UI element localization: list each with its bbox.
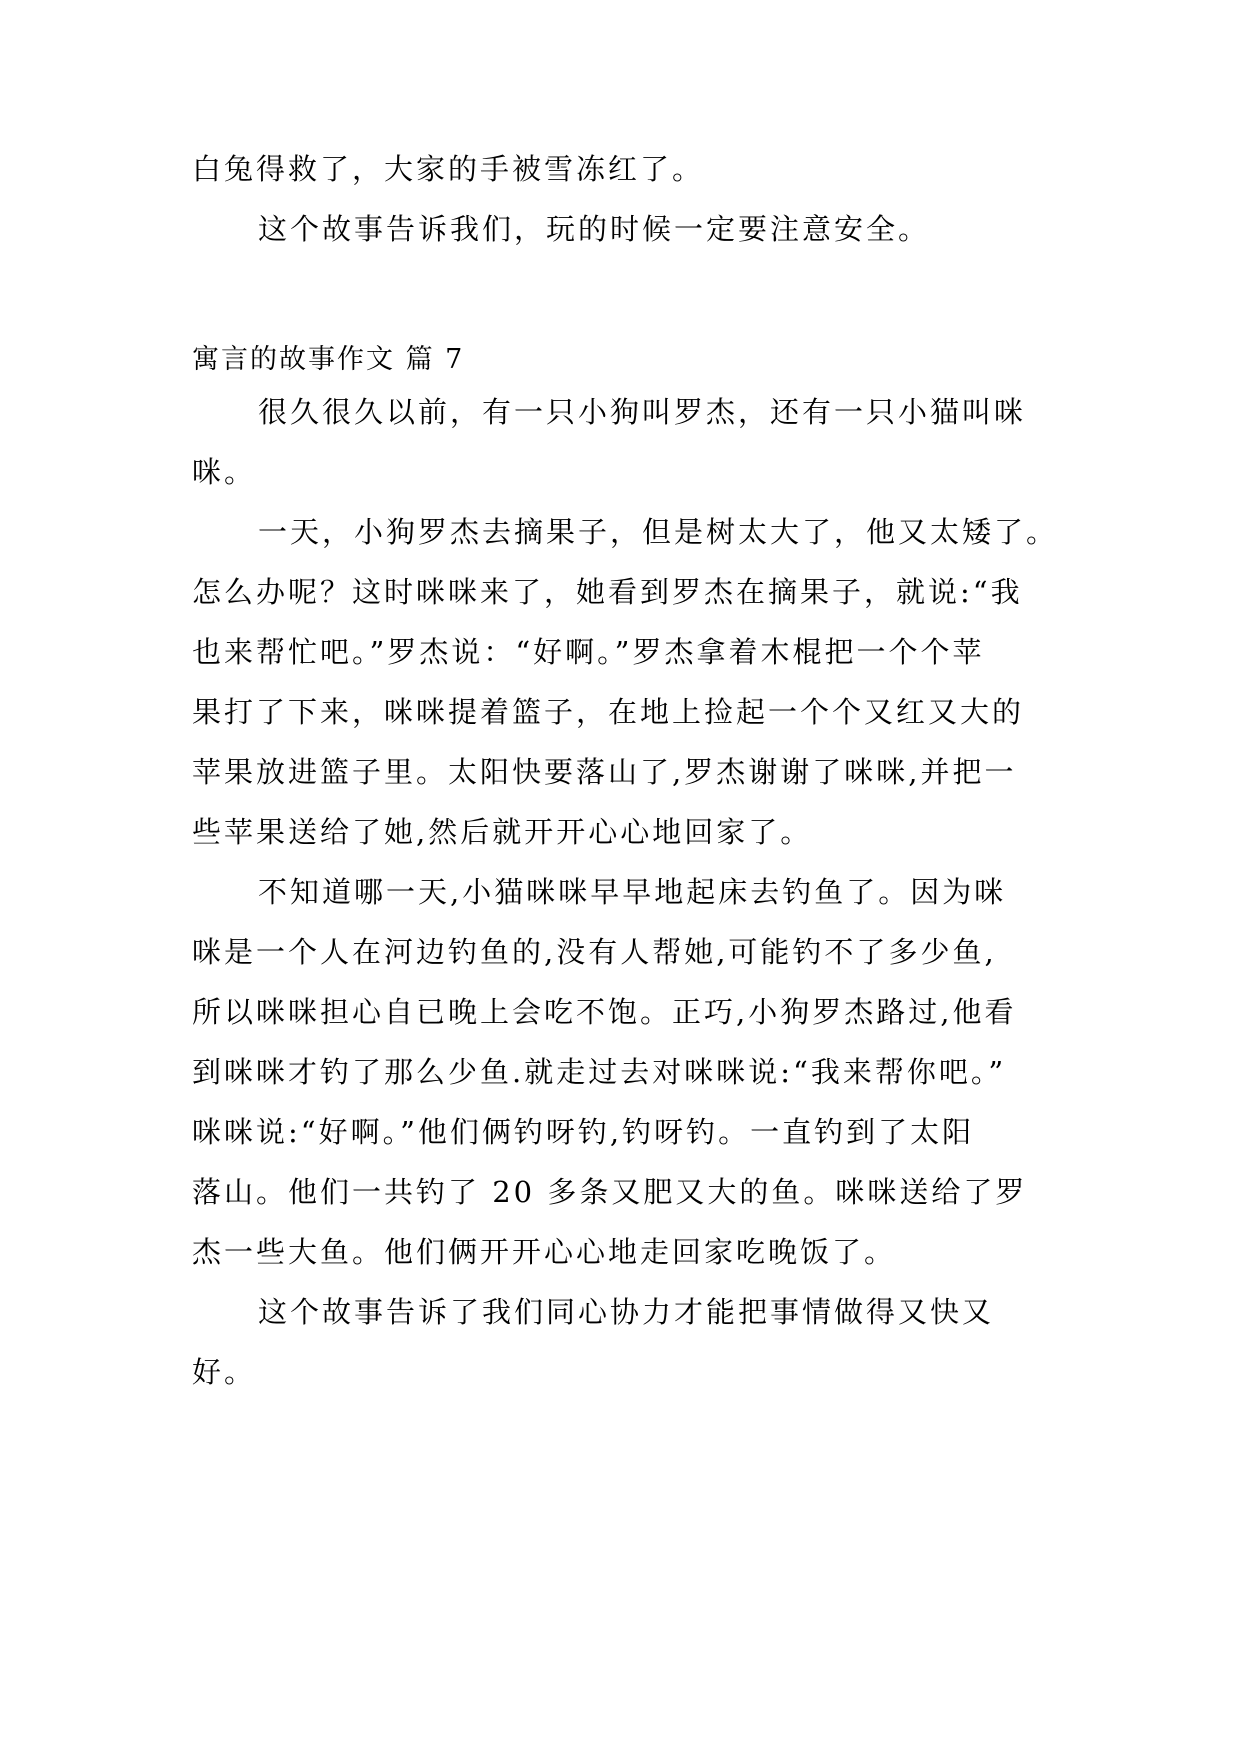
- paragraph-line: 怎么办呢？这时咪咪来了，她看到罗杰在摘果子，就说:“我: [192, 575, 1023, 609]
- paragraph-line: 很久很久以前，有一只小狗叫罗杰，还有一只小猫叫咪: [258, 395, 1027, 429]
- paragraph-line: 落山。他们一共钓了 20 多条又肥又大的鱼。咪咪送给了罗: [192, 1175, 1028, 1209]
- paragraph-line: 好。: [192, 1355, 257, 1389]
- paragraph-line: 咪是一个人在河边钓鱼的,没有人帮她,可能钓不了多少鱼,: [192, 935, 997, 969]
- paragraph-line: 这个故事告诉了我们同心协力才能把事情做得又快又: [258, 1295, 995, 1329]
- paragraph-line: 些苹果送给了她,然后就开开心心地回家了。: [192, 815, 813, 849]
- paragraph-line: 咪咪说:“好啊。”他们俩钓呀钓,钓呀钓。一直钓到了太阳: [192, 1115, 975, 1149]
- paragraph-line: 所以咪咪担心自已晚上会吃不饱。正巧,小狗罗杰路过,他看: [192, 995, 1017, 1029]
- paragraph-line: 苹果放进篮子里。太阳快要落山了,罗杰谢谢了咪咪,并把一: [192, 755, 1017, 789]
- paragraph-line: 这个故事告诉我们，玩的时候一定要注意安全。: [258, 212, 931, 246]
- previous-section-ending: [192, 139, 1052, 259]
- paragraph-line: 不知道哪一天,小猫咪咪早早地起床去钓鱼了。因为咪: [258, 875, 1007, 909]
- paragraph-line: 果打了下来，咪咪提着篮子，在地上捡起一个个又红又大的: [192, 695, 1025, 729]
- paragraph-line: 咪。: [192, 455, 257, 489]
- paragraph-line: 杰一些大鱼。他们俩开开心心地走回家吃晚饭了。: [192, 1235, 897, 1269]
- section-body: [192, 382, 1059, 1402]
- paragraph-line: 也来帮忙吧。”罗杰说：“好啊。”罗杰拿着木棍把一个个苹: [192, 635, 985, 669]
- paragraph-line: 一天，小狗罗杰去摘果子，但是树太大了，他又太矮了。: [258, 515, 1059, 549]
- section-heading: 寓言的故事作文 篇 7: [192, 344, 465, 375]
- paragraph-line: 白兔得救了，大家的手被雪冻红了。: [192, 152, 705, 186]
- paragraph-line: 到咪咪才钓了那么少鱼.就走过去对咪咪说:“我来帮你吧。”: [192, 1055, 1007, 1089]
